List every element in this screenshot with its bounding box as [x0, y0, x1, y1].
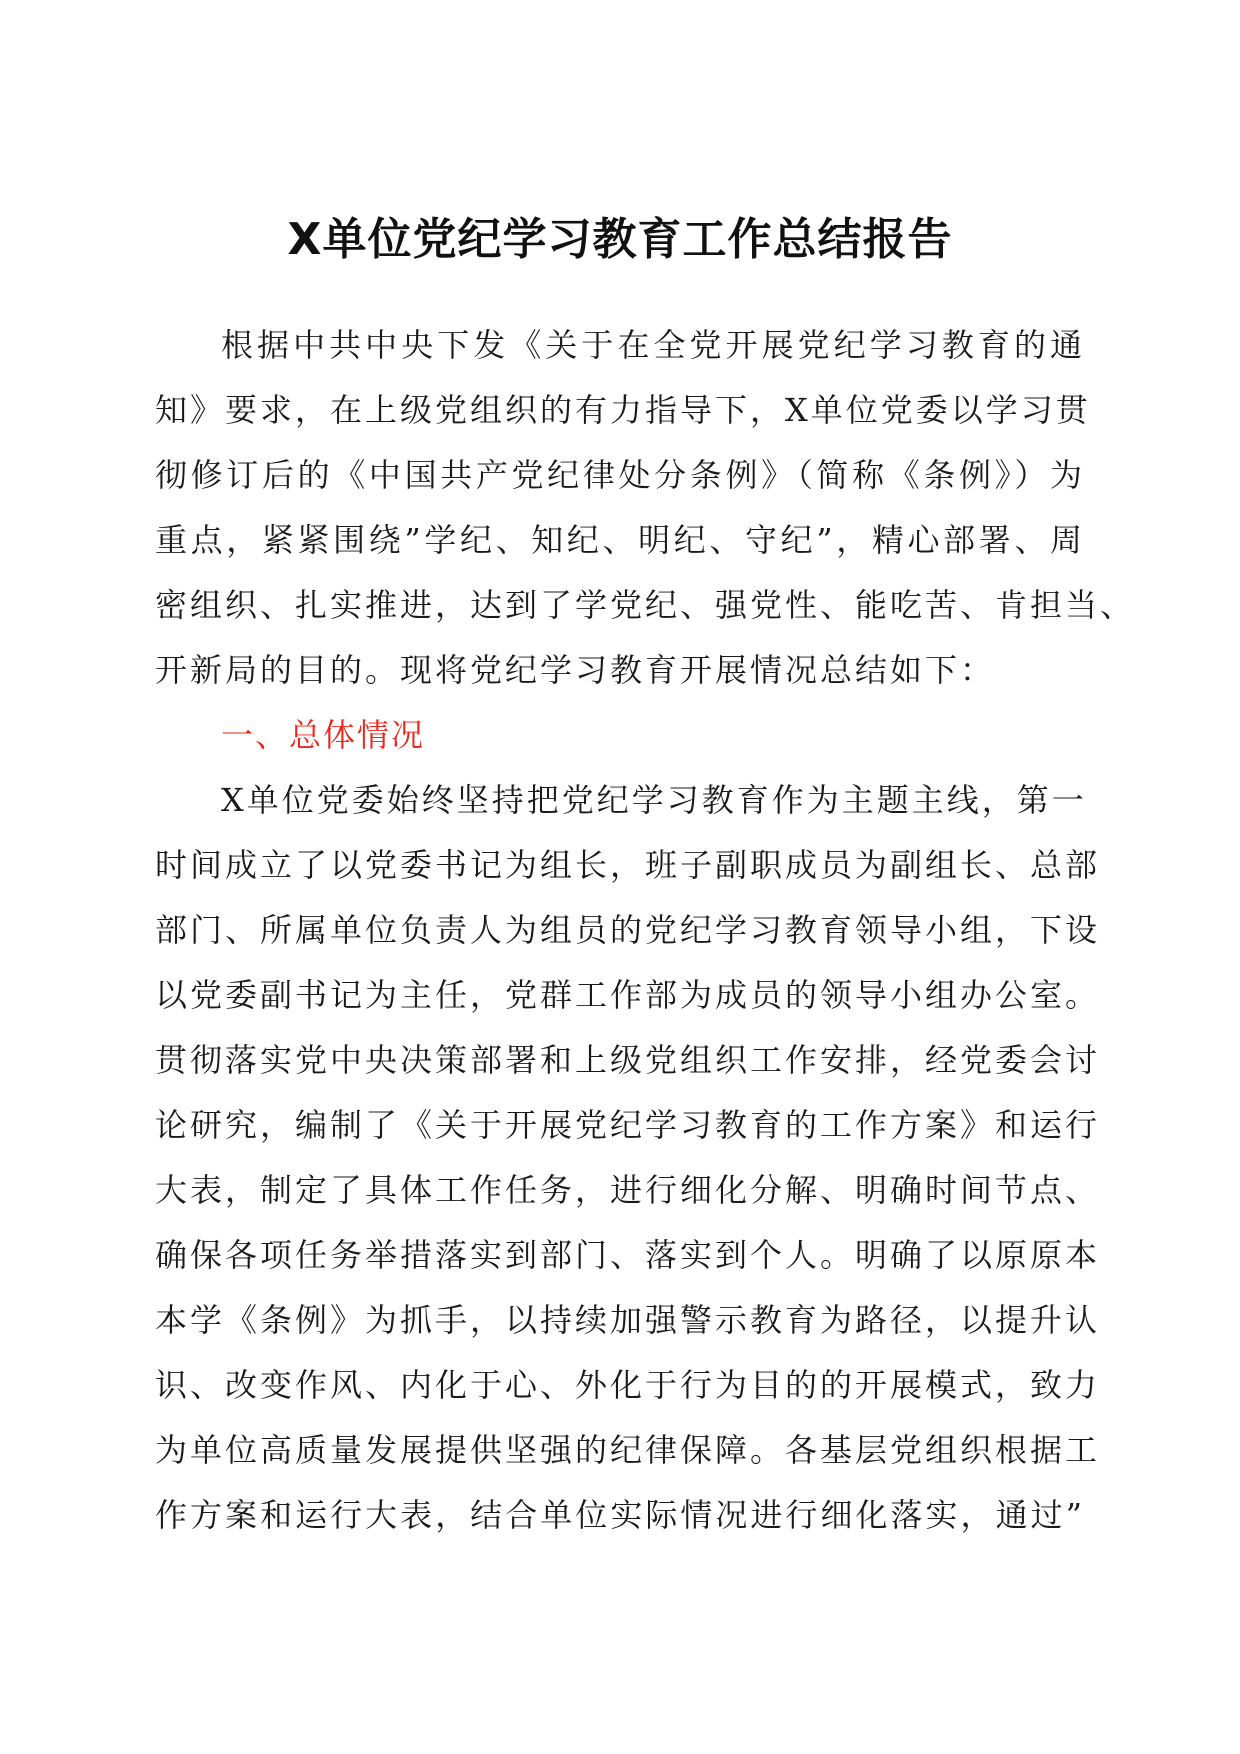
paragraph-line: 贯彻落实党中央决策部署和上级党组织工作安排，经党委会讨	[155, 1041, 1101, 1079]
paragraph-line: 本学《条例》为抓手，以持续加强警示教育为路径，以提升认	[155, 1301, 1101, 1339]
paragraph-line: X单位党委始终坚持把党纪学习教育作为主题主线，第一	[221, 781, 1087, 819]
paragraph-line: 时间成立了以党委书记为组长，班子副职成员为副组长、总部	[155, 846, 1101, 884]
paragraph-line: 密组织、扎实推进，达到了学党纪、强党性、能吃苦、肯担当、	[155, 586, 1136, 624]
paragraph-line: 确保各项任务举措落实到部门、落实到个人。明确了以原原本	[155, 1236, 1101, 1274]
paragraph-line: 重点，紧紧围绕”学纪、知纪、明纪、守纪”，精心部署、周	[155, 521, 1085, 559]
paragraph-line: 根据中共中央下发《关于在全党开展党纪学习教育的通	[221, 326, 1085, 364]
paragraph-line: 开新局的目的。现将党纪学习教育开展情况总结如下：	[155, 651, 996, 689]
section-heading: 一、总体情况	[221, 716, 426, 754]
paragraph-line: 彻修订后的《中国共产党纪律处分条例》（简称《条例》）为	[155, 456, 1085, 494]
paragraph-section1	[155, 768, 1101, 1548]
document-title: X单位党纪学习教育工作总结报告	[287, 214, 953, 265]
paragraph-line: 论研究，编制了《关于开展党纪学习教育的工作方案》和运行	[155, 1106, 1101, 1144]
paragraph-line: 部门、所属单位负责人为组员的党纪学习教育领导小组，下设	[155, 911, 1101, 949]
paragraph-line: 大表，制定了具体工作任务，进行细化分解、明确时间节点、	[155, 1171, 1101, 1209]
paragraph-line: 识、改变作风、内化于心、外化于行为目的的开展模式，致力	[155, 1366, 1101, 1404]
paragraph-line: 知》要求，在上级党组织的有力指导下，X单位党委以学习贯	[155, 391, 1091, 429]
paragraph-line: 以党委副书记为主任，党群工作部为成员的领导小组办公室。	[155, 976, 1101, 1014]
paragraph-line: 作方案和运行大表，结合单位实际情况进行细化落实，通过”	[155, 1496, 1085, 1534]
paragraph-intro	[155, 313, 1136, 703]
document-body	[155, 313, 1136, 1548]
paragraph-line: 为单位高质量发展提供坚强的纪律保障。各基层党组织根据工	[155, 1431, 1101, 1469]
